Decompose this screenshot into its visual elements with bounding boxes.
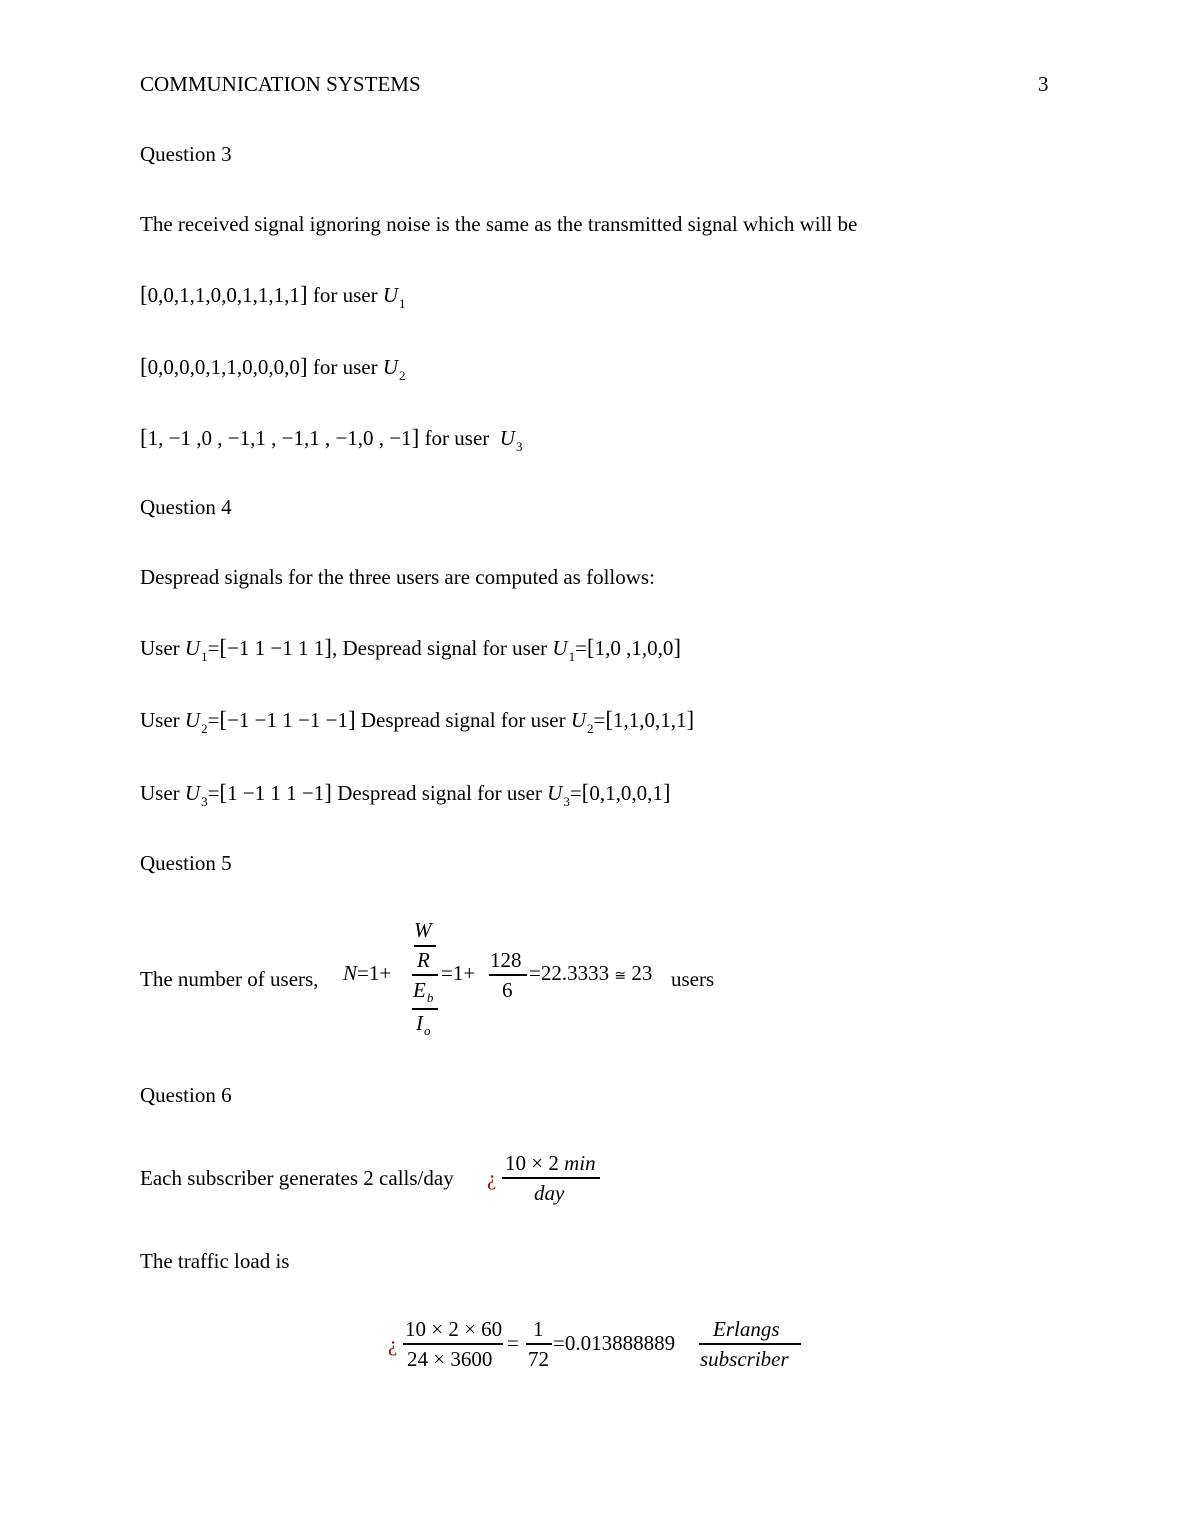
user-sub: 1 [568,649,576,664]
bracket-open: [ [140,425,148,450]
vector: 0,0,1,1,0,0,1,1,1,1 [147,283,300,307]
bracket-close: ] [347,707,356,732]
equals: = [207,636,220,660]
despread-result: 1,0 ,1,0,0 [594,636,674,660]
q4-row-user-1 [140,635,681,664]
bracket-open: [ [140,282,148,307]
question-6-heading: Question 6 [140,1083,232,1107]
q5-rhs [441,963,475,984]
user-sub: 1 [201,649,208,664]
equals-one-plus: =1+ [441,961,476,985]
question-3-intro: The received signal ignoring noise is the same as the transmitted signal which will be [140,212,858,236]
user-var: U [552,636,568,660]
numerator [505,1153,596,1174]
equals-one-plus: =1+ [357,961,392,985]
user-var: U [547,781,563,805]
spreading-code: −1 1 −1 1 1 [227,636,325,660]
q3-line-user-2 [140,354,406,383]
q5-number-fraction [489,950,527,1002]
user-sub: 3 [201,794,208,809]
user-label: User [140,781,180,805]
user-var: U [184,781,201,805]
i-sub: o [424,1023,431,1038]
unit-denominator: subscriber [700,1347,789,1371]
user-sub: 1 [399,296,406,311]
despread-result: 1,1,0,1,1 [613,708,687,732]
q5-unit: users [671,967,715,991]
bracket-open: [ [605,707,614,732]
user-label: User [140,636,180,660]
approx-value: =22.3333 [529,961,610,985]
bracket-close: ] [324,780,332,805]
numerator-unit: min [564,1151,596,1175]
bracket-open: [ [219,780,228,805]
denominator: 6 [502,978,513,1002]
denominator: 72 [528,1347,549,1371]
r-var: R [417,948,430,972]
separator-text: Despread signal for user [360,708,566,732]
user-var: U [184,636,201,660]
unrendered-symbol-glyph: ¿ [388,1332,398,1356]
question-3-heading: Question 3 [140,142,232,166]
despread-result: 0,1,0,0,1 [589,781,663,805]
q5-lhs [343,963,391,984]
user-sub: 3 [515,439,523,454]
q4-row-user-2 [140,707,695,736]
q5-result [529,963,652,984]
unrendered-symbol-glyph: ¿ [487,1166,497,1190]
q6-decimal-value: =0.013888889 [553,1331,676,1355]
bracket-close: ] [299,354,308,379]
equals: = [207,708,220,732]
numerator: 10 × 2 × 60 [405,1317,503,1341]
q5-label: The number of users, [140,967,319,991]
user-var: U [184,708,201,732]
q6-traffic-label: The traffic load is [140,1249,290,1273]
label: for user [312,355,378,379]
bracket-close: ] [299,282,308,307]
unit-numerator: Erlangs [713,1317,780,1341]
q6-reduced-fraction [526,1319,552,1371]
label: for user [424,426,490,450]
q4-row-user-3 [140,780,671,809]
bracket-close: ] [686,707,695,732]
user-var: U [499,426,515,450]
equals: = [569,781,582,805]
equals: = [575,636,587,660]
denominator: 24 × 3600 [407,1347,493,1371]
q5-compound-fraction [412,920,440,1036]
question-5-heading: Question 5 [140,851,232,875]
numerator: 1 [533,1317,544,1341]
bracket-open: [ [140,354,148,379]
bracket-close: ] [411,425,420,450]
bracket-close: ] [673,635,681,660]
q6-unit-fraction [699,1319,801,1371]
q6-line1: Each subscriber generates 2 calls/day [140,1166,454,1190]
spreading-code: 1 −1 1 1 −1 [227,781,325,805]
fraction-bar-inner-bottom [412,1008,438,1010]
user-var: U [382,283,398,307]
user-sub: 2 [399,368,406,383]
equals: = [507,1331,519,1355]
q3-line-user-3 [140,425,523,454]
label: for user [312,283,378,307]
numerator: 128 [490,948,522,972]
question-4-intro: Despread signals for the three users are computed as follows: [140,565,655,589]
numerator-value: 10 × 2 [505,1151,559,1175]
vector: 1, −1 ,0 , −1,1 , −1,1 , −1,0 , −1 [147,426,412,450]
user-label: User [140,708,180,732]
separator-text: , Despread signal for user [331,636,548,660]
fraction-bar [699,1343,801,1345]
running-header-title: COMMUNICATION SYSTEMS [140,72,421,96]
fraction-bar-main [412,974,438,976]
io-term [416,1011,431,1038]
vector: 0,0,0,0,1,1,0,0,0,0 [147,355,300,379]
bracket-open: [ [581,780,590,805]
separator-text: Despread signal for user [337,781,542,805]
question-4-heading: Question 4 [140,495,232,519]
bracket-close: ] [324,635,332,660]
user-sub: 2 [201,721,208,736]
approx-symbol: ≅ [614,969,627,984]
equals: = [593,708,606,732]
equals: = [207,781,220,805]
eb-term [413,978,434,1005]
e-sub: b [426,990,434,1005]
q6-traffic-fraction [403,1319,503,1371]
w-var: W [414,918,432,942]
bracket-open: [ [219,707,228,732]
fraction-bar [489,974,527,976]
i-var: I [416,1011,423,1035]
fraction-bar [502,1177,600,1179]
user-sub: 3 [563,794,570,809]
user-var: U [570,708,586,732]
denominator: day [534,1181,565,1205]
spreading-code: −1 −1 1 −1 −1 [227,708,348,732]
e-var: E [413,978,426,1002]
bracket-open: [ [219,635,228,660]
user-sub: 2 [587,721,594,736]
bracket-open: [ [586,635,595,660]
q3-line-user-1 [140,282,406,311]
n-var: N [343,961,358,985]
fraction-bar [403,1343,503,1345]
fraction-bar-inner-top [414,945,436,947]
fraction-bar [526,1343,552,1345]
page-number: 3 [1038,72,1049,96]
bracket-close: ] [662,780,671,805]
q6-calls-fraction [502,1153,600,1205]
result-value: 23 [631,961,653,985]
user-var: U [382,355,398,379]
